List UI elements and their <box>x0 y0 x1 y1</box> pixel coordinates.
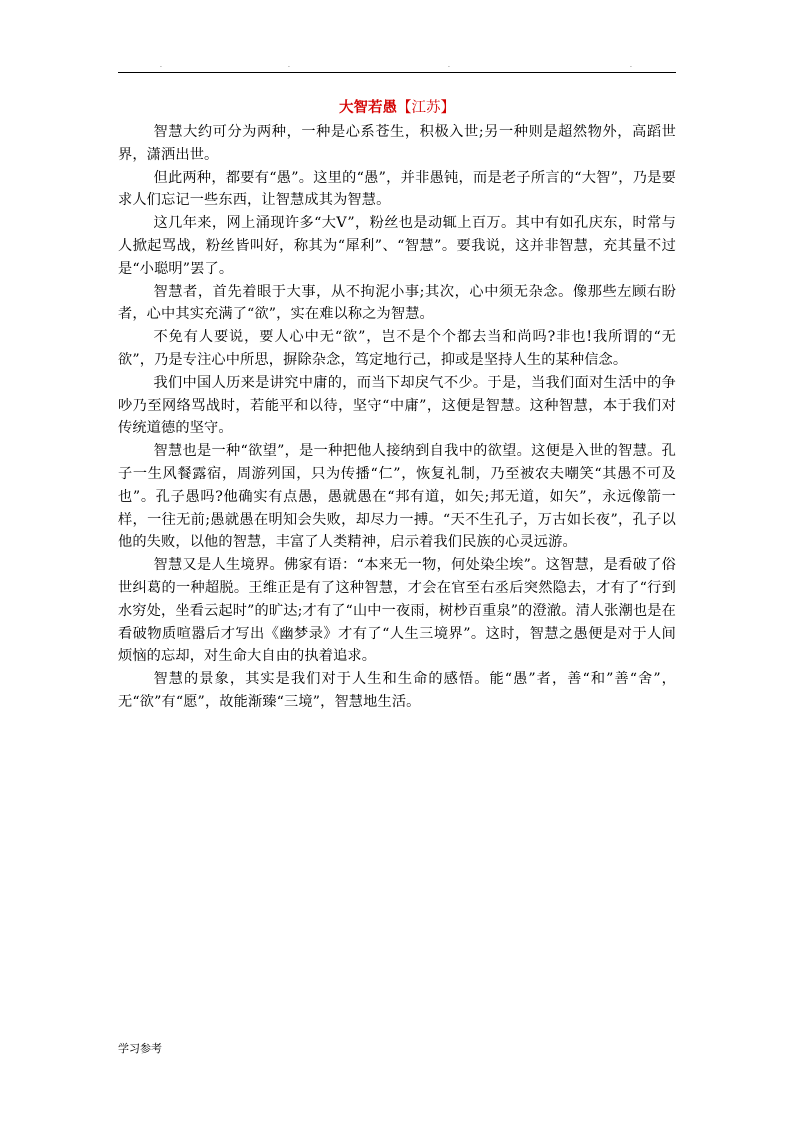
paragraph: 不免有人要说，要人心中无“欲”，岂不是个个都去当和尚吗?非也!我所谓的“无欲”，乃是专注心中所思，摒除杂念，笃定地行己，抑或是坚持人生的某种信念。 <box>118 329 676 368</box>
paragraph: 我们中国人历来是讲究中庸的，而当下却戾气不少。于是，当我们面对生活中的争吵乃至网络骂战时，若能平和以待，坚守“中庸”，这便是智慧。这种智慧，本于我们对传统道德的坚守。 <box>118 374 676 437</box>
paragraph: 智慧大约可分为两种，一种是心系苍生，积极入世;另一种则是超然物外，高蹈世界，潇洒出世。 <box>118 124 676 163</box>
paragraph: 但此两种，都要有“愚”。这里的“愚”，并非愚钝，而是老子所言的“大智”，乃是要求人们忘记一些东西，让智慧成其为智慧。 <box>118 169 676 209</box>
title-source-tag: 【江苏】 <box>397 100 455 116</box>
paragraph: 智慧又是人生境界。佛家有语：“本来无一物，何处染尘埃”。这智慧，是看破了俗世纠葛的一种超脱。王维正是有了这种智慧，才会在官至右丞后突然隐去，才有了“行到水穷处，坐看云起时”的旷达;才有了“山中一夜雨，树杪百重泉”的澄澈。清人张潮也是在看破物质喧嚣后才写出《幽梦录》才有了“人生三境界”。这时，智慧之愚便是对于人间烦恼的忘却，对生命大自由的执着追求。 <box>118 557 676 665</box>
header-dot: . <box>288 62 290 69</box>
header-dot: . <box>160 62 162 69</box>
footer-label: 学习参考 <box>118 1042 162 1055</box>
title-main: 大智若愚 <box>339 99 397 116</box>
paragraph: 智慧的景象，其实是我们对于人生和生命的感悟。能“愚”者，善“和”善“舍”，无“欲”有“愿”，故能渐臻“三境”，智慧地生活。 <box>118 671 676 710</box>
paragraph: 智慧者，首先着眼于大事，从不拘泥小事;其次，心中须无杂念。像那些左顾右盼者，心中其实充满了“欲”，实在难以称之为智慧。 <box>118 283 676 323</box>
header-dot: . <box>630 62 632 69</box>
article-body <box>118 121 676 714</box>
paragraph: 智慧也是一种“欲望”，是一种把他人接纳到自我中的欲望。这便是入世的智慧。孔子一生风餐露宿，周游列国，只为传播“仁”，恢复礼制，乃至被农夫嘲笑“其愚不可及也”。孔子愚吗?他确实有点愚，愚就愚在“邦有道，如矢;邦无道，如矢”，永远像箭一样，一往无前;愚就愚在明知会失败，却尽力一搏。“天不生孔子，万古如长夜”，孔子以他的失败，以他的智慧，丰富了人类精神，启示着我们民族的心灵远游。 <box>118 443 676 551</box>
document-title <box>0 99 794 117</box>
paragraph: 这几年来，网上涌现许多“大V”，粉丝也是动辄上百万。其中有如孔庆东，时常与人掀起骂战，粉丝皆叫好，称其为“犀利”、“智慧”。要我说，这并非智慧，充其量不过是“小聪明”罢了。 <box>118 215 676 277</box>
header-rule <box>118 72 676 73</box>
header-dot: . <box>448 62 450 69</box>
